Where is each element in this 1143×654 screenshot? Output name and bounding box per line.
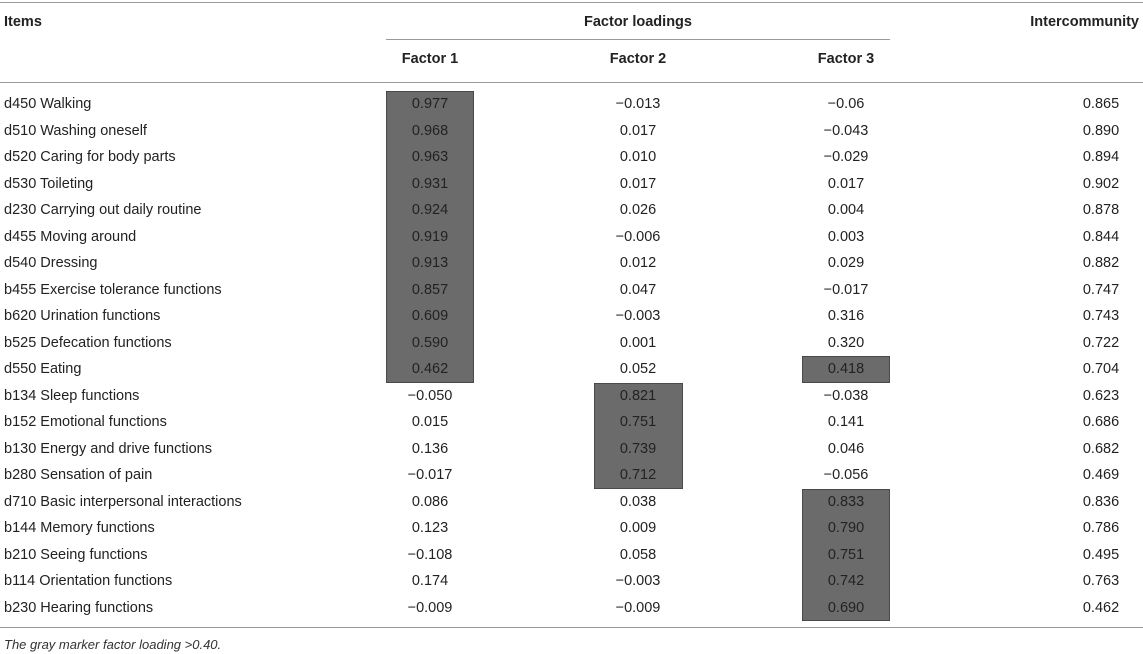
row-factor-2-value: −0.003 [615, 573, 661, 589]
row-item-label: b152 Emotional functions [4, 414, 167, 430]
row-item-label: b230 Hearing functions [4, 599, 154, 616]
row-factor-1-value: 0.123 [411, 520, 449, 536]
row-factor-1-value: 0.963 [411, 149, 449, 165]
row-item-label: d450 Walking [4, 96, 92, 112]
row-item-label: d530 Toileting [4, 175, 94, 192]
row-factor-2-value: 0.009 [619, 520, 657, 536]
row-intercommunity-value: 0.844 [1082, 228, 1120, 245]
row-factor-1-value: 0.609 [411, 308, 449, 324]
row-item-label: b280 Sensation of pain [4, 467, 153, 483]
row-factor-3-value: 0.742 [827, 573, 865, 589]
row-item-label: b130 Energy and drive functions [4, 440, 212, 457]
row-item-label: d230 Carrying out daily routine [4, 202, 202, 218]
row-factor-1-value: 0.136 [411, 440, 449, 457]
row-factor-3-value: 0.320 [827, 334, 865, 351]
row-item-label: b455 Exercise tolerance functions [4, 281, 222, 298]
row-factor-1-value: 0.913 [411, 255, 449, 271]
row-intercommunity-value: 0.882 [1082, 255, 1120, 271]
row-factor-2-value: 0.821 [619, 387, 657, 404]
row-factor-1-value: 0.174 [411, 573, 449, 589]
table-footnote: The gray marker factor loading >0.40. [4, 637, 222, 652]
factor-group-rule [386, 39, 890, 40]
row-item-label: d540 Dressing [4, 255, 98, 271]
row-item-label: b134 Sleep functions [4, 387, 140, 404]
row-intercommunity-value: 0.623 [1082, 387, 1120, 404]
row-factor-3-value: −0.06 [827, 96, 865, 112]
row-item-label: d550 Eating [4, 361, 82, 377]
row-factor-3-value: 0.418 [827, 361, 865, 377]
row-item-label: b114 Orientation functions [4, 573, 173, 589]
top-rule [0, 2, 1143, 3]
row-factor-2-value: 0.010 [619, 149, 657, 165]
row-intercommunity-value: 0.682 [1082, 440, 1120, 457]
row-factor-2-value: 0.047 [619, 281, 657, 298]
row-factor-3-value: 0.029 [827, 255, 865, 271]
row-item-label: b144 Memory functions [4, 520, 155, 536]
row-factor-3-value: −0.056 [823, 467, 869, 483]
row-intercommunity-value: 0.462 [1082, 599, 1120, 616]
row-intercommunity-value: 0.722 [1082, 334, 1120, 351]
row-item-label: d710 Basic interpersonal interactions [4, 493, 242, 510]
row-factor-1-value: 0.015 [411, 414, 449, 430]
header-factor-2: Factor 2 [609, 51, 667, 67]
row-item-label: b525 Defecation functions [4, 334, 172, 351]
row-item-label: d510 Washing oneself [4, 122, 147, 139]
row-factor-3-value: 0.790 [827, 520, 865, 536]
row-factor-2-value: 0.026 [619, 202, 657, 218]
row-item-label: d520 Caring for body parts [4, 149, 176, 165]
header-intercommunity: Intercommunity [1030, 14, 1139, 30]
row-factor-1-value: 0.462 [411, 361, 449, 377]
row-factor-2-value: 0.001 [619, 334, 657, 351]
header-bottom-rule [0, 82, 1143, 83]
row-factor-2-value: 0.017 [619, 175, 657, 192]
row-factor-1-value: 0.968 [411, 122, 449, 139]
row-intercommunity-value: 0.763 [1082, 573, 1120, 589]
row-factor-1-value: 0.924 [411, 202, 449, 218]
row-factor-2-value: 0.712 [619, 467, 657, 483]
row-factor-2-value: 0.739 [619, 440, 657, 457]
row-factor-3-value: 0.046 [827, 440, 865, 457]
row-factor-1-value: −0.009 [407, 599, 453, 616]
row-factor-1-value: 0.086 [411, 493, 449, 510]
row-factor-1-value: 0.590 [411, 334, 449, 351]
header-factor-loadings: Factor loadings [584, 14, 692, 30]
row-intercommunity-value: 0.469 [1082, 467, 1120, 483]
row-factor-3-value: 0.833 [827, 493, 865, 510]
row-factor-1-value: −0.017 [407, 467, 453, 483]
row-factor-2-value: 0.017 [619, 122, 657, 139]
row-factor-1-value: 0.857 [411, 281, 449, 298]
row-factor-2-value: 0.058 [619, 546, 657, 563]
row-factor-2-value: 0.038 [619, 493, 657, 510]
row-factor-1-value: −0.108 [407, 546, 453, 563]
row-factor-3-value: −0.017 [823, 281, 869, 298]
row-factor-3-value: −0.043 [823, 122, 869, 139]
row-factor-3-value: 0.141 [827, 414, 865, 430]
header-factor-3: Factor 3 [817, 51, 875, 67]
row-factor-1-value: −0.050 [407, 387, 453, 404]
row-intercommunity-value: 0.878 [1082, 202, 1120, 218]
row-factor-3-value: −0.038 [823, 387, 869, 404]
row-factor-1-value: 0.977 [411, 96, 449, 112]
row-intercommunity-value: 0.743 [1082, 308, 1120, 324]
row-factor-2-value: −0.013 [615, 96, 661, 112]
row-factor-3-value: 0.003 [827, 228, 865, 245]
row-intercommunity-value: 0.495 [1082, 546, 1120, 563]
row-intercommunity-value: 0.786 [1082, 520, 1120, 536]
header-items: Items [4, 14, 42, 30]
row-factor-3-value: 0.004 [827, 202, 865, 218]
row-item-label: b620 Urination functions [4, 308, 161, 324]
row-factor-2-value: −0.003 [615, 308, 661, 324]
row-intercommunity-value: 0.894 [1082, 149, 1120, 165]
row-factor-3-value: 0.316 [827, 308, 865, 324]
row-item-label: b210 Seeing functions [4, 546, 148, 563]
row-factor-3-value: 0.017 [827, 175, 865, 192]
row-intercommunity-value: 0.704 [1082, 361, 1120, 377]
row-factor-2-value: 0.751 [619, 414, 657, 430]
row-factor-1-value: 0.931 [411, 175, 449, 192]
bottom-rule [0, 627, 1143, 628]
row-intercommunity-value: 0.747 [1082, 281, 1120, 298]
row-factor-3-value: −0.029 [823, 149, 869, 165]
row-intercommunity-value: 0.890 [1082, 122, 1120, 139]
header-factor-1: Factor 1 [401, 51, 459, 67]
row-factor-3-value: 0.690 [827, 599, 865, 616]
row-intercommunity-value: 0.686 [1082, 414, 1120, 430]
row-item-label: d455 Moving around [4, 228, 137, 245]
row-factor-2-value: −0.009 [615, 599, 661, 616]
row-intercommunity-value: 0.865 [1082, 96, 1120, 112]
row-intercommunity-value: 0.836 [1082, 493, 1120, 510]
row-factor-2-value: −0.006 [615, 228, 661, 245]
row-factor-2-value: 0.012 [619, 255, 657, 271]
row-factor-1-value: 0.919 [411, 228, 449, 245]
row-factor-3-value: 0.751 [827, 546, 865, 563]
row-factor-2-value: 0.052 [619, 361, 657, 377]
row-intercommunity-value: 0.902 [1082, 175, 1120, 192]
